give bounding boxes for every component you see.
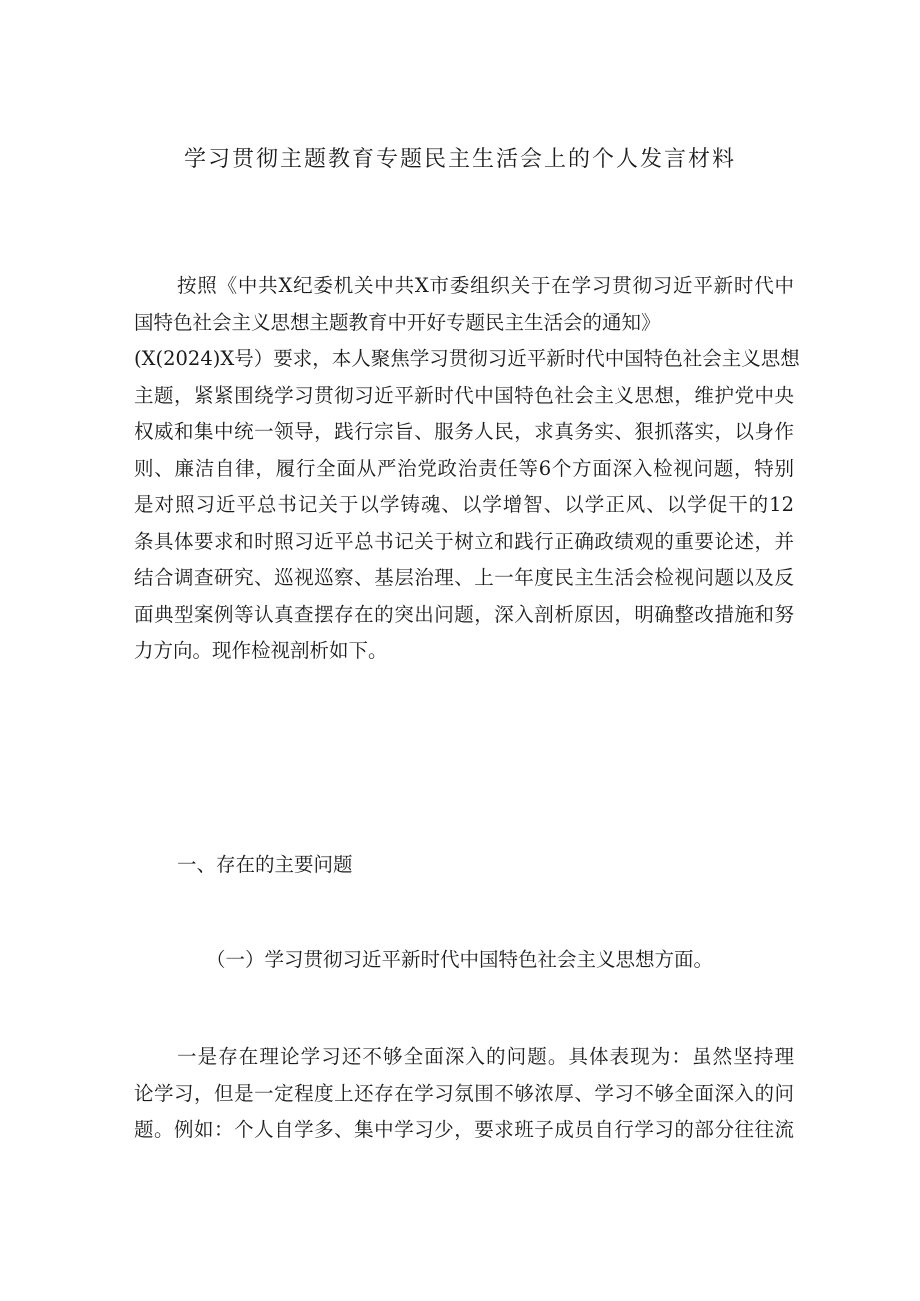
subsection-heading: （一）学习贯彻习近平新时代中国特色社会主义思想方面。 — [206, 948, 714, 971]
intro-paragraph — [134, 268, 800, 670]
paragraph-line: 按照《中共X纪委机关中共X市委组织关于在学习贯彻习近平新时代中 — [177, 274, 794, 297]
document-title: 学习贯彻主题教育专题民主生活会上的个人发言材料 — [183, 147, 736, 172]
paragraph-line: 是对照习近平总书记关于以学铸魂、以学增智、以学正风、以学促干的12 — [134, 493, 794, 516]
section-heading-block — [134, 847, 794, 884]
paragraph-line: 主题，紧紧围绕学习贯彻习近平新时代中国特色社会主义思想，维护党中央 — [134, 383, 794, 407]
paragraph-line: (X(2024)X号）要求，本人聚焦学习贯彻习近平新时代中国特色社会主义思想 — [134, 347, 800, 370]
paragraph-line: 面典型案例等认真查摆存在的突出问题，深入剖析原因，明确整改措施和努 — [134, 602, 794, 626]
body-paragraph — [134, 1039, 794, 1149]
paragraph-line: 论学习，但是一定程度上还存在学习氛围不够浓厚、学习不够全面深入的问 — [134, 1081, 794, 1105]
section-heading: 一、存在的主要问题 — [177, 853, 353, 876]
subsection-heading-block — [134, 942, 794, 979]
paragraph-line: 题。例如：个人自学多、集中学习少，要求班子成员自行学习的部分往往流 — [134, 1118, 794, 1141]
paragraph-line: 条具体要求和时照习近平总书记关于树立和践行正确政绩观的重要论述，并 — [134, 529, 794, 553]
paragraph-line: 国特色社会主义思想主题教育中开好专题民主生活会的通知》 — [134, 310, 661, 334]
paragraph-line: 则、廉洁自律，履行全面从严治党政治责任等6个方面深入检视问题，特别 — [134, 456, 794, 480]
paragraph-line: 权威和集中统一领导，践行宗旨、服务人民，求真务实、狠抓落实，以身作 — [134, 420, 794, 443]
paragraph-line: 结合调查研究、巡视巡察、基层治理、上一年度民主生活会检视问题以及反 — [134, 566, 794, 589]
paragraph-line: 力方向。现作检视剖析如下。 — [134, 639, 388, 662]
paragraph-line: 一是存在理论学习还不够全面深入的问题。具体表现为：虽然坚持理 — [177, 1045, 794, 1068]
